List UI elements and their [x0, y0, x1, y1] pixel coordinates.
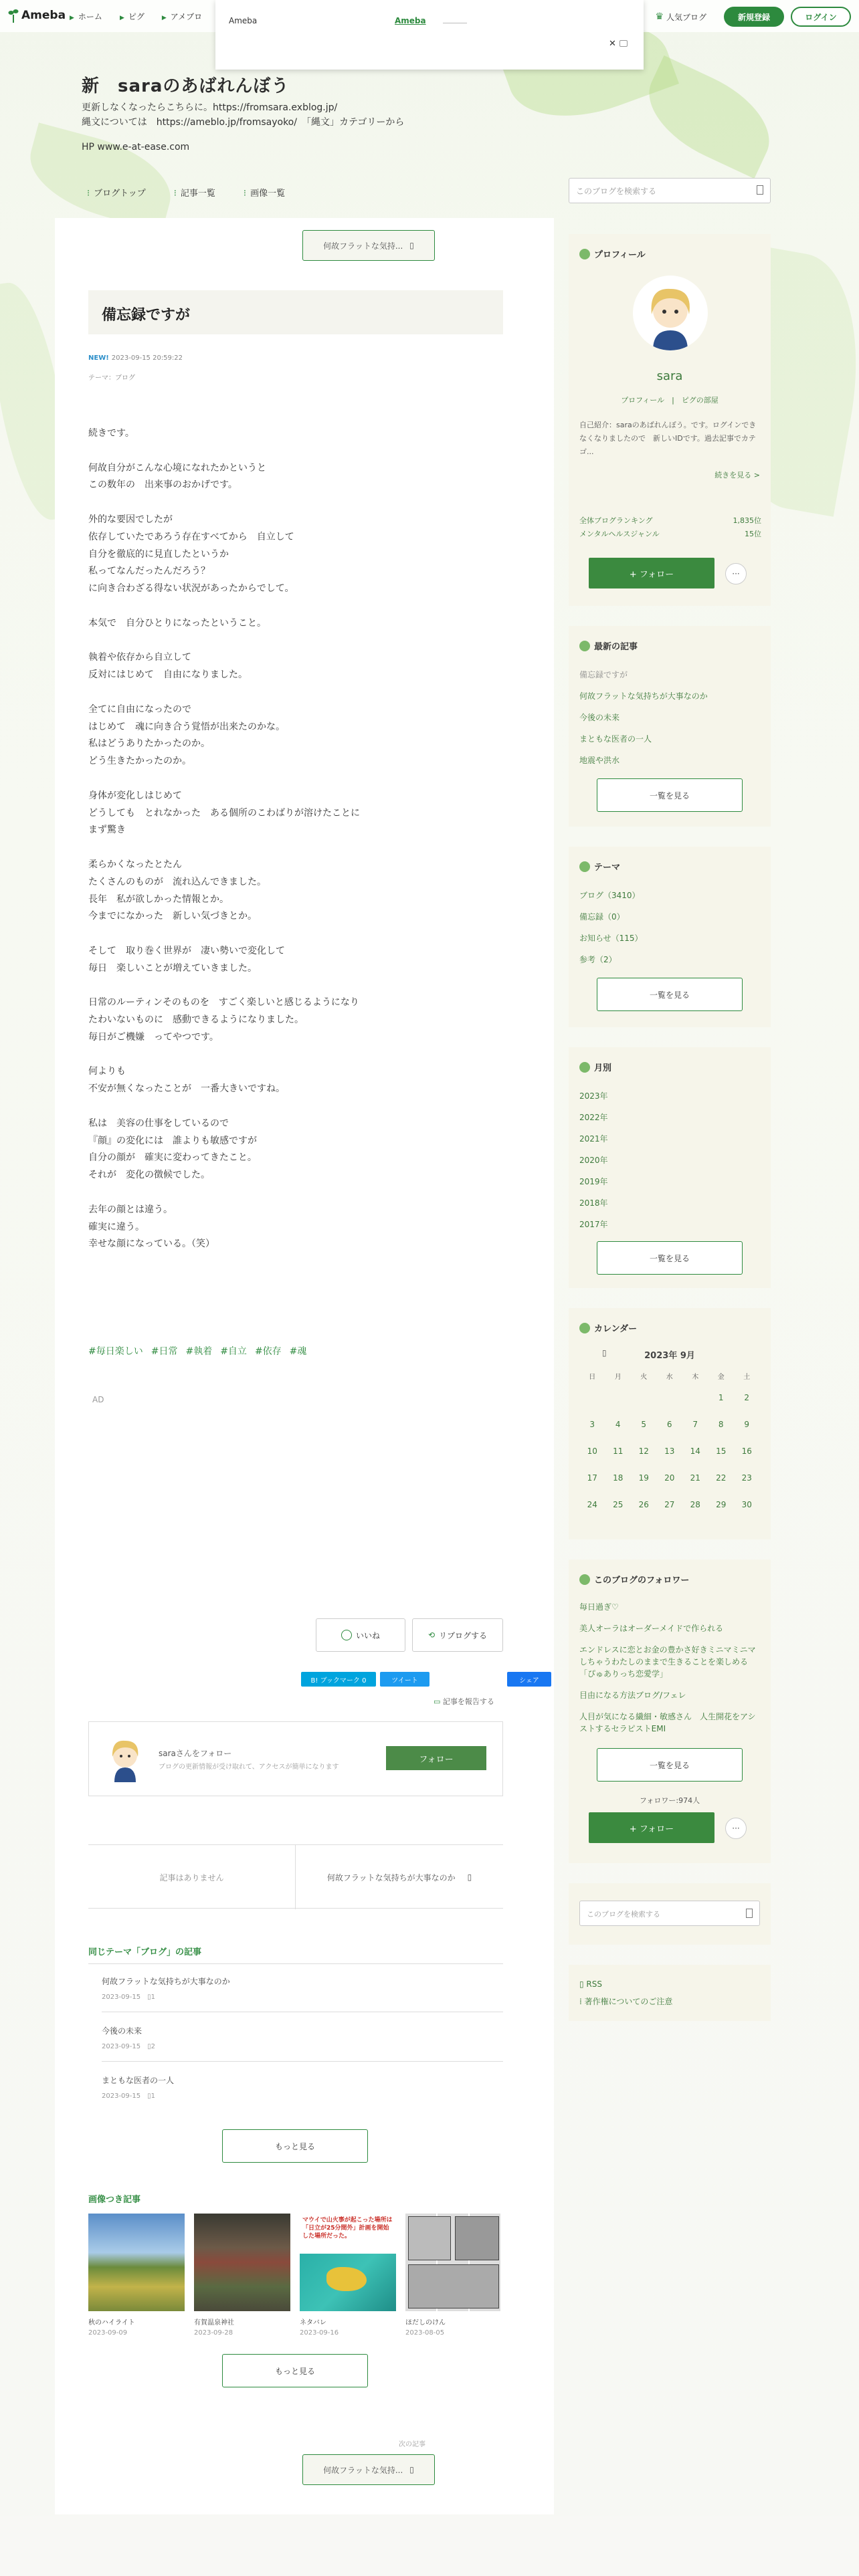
reblog-button[interactable] [412, 1618, 503, 1652]
top-nav-pig[interactable] [120, 11, 145, 22]
profile-links [569, 395, 771, 405]
more-same-theme-button[interactable]: もっと見る [222, 2129, 368, 2163]
comment-icon: ▯ [147, 1994, 151, 2001]
calendar-day[interactable]: 11 [613, 1446, 624, 1456]
popup-link[interactable]: Ameba [395, 16, 426, 25]
next-article-button-label: 何故フラットな気持... [323, 2465, 403, 2475]
image-article-title: 秋のハイライト [88, 2319, 135, 2327]
calendar-month [579, 1348, 760, 1367]
search-icon[interactable] [746, 1909, 753, 1918]
calendar-day[interactable]: 10 [587, 1446, 597, 1456]
rss-box [569, 1965, 771, 2021]
calendar-heading [579, 1321, 637, 1334]
calendar-empty [631, 1384, 657, 1411]
same-theme-meta [102, 1991, 503, 2001]
rss-icon: ▯ [579, 1979, 587, 1989]
image-article-list [88, 2214, 502, 2337]
report-label: 記事を報告する [442, 1697, 494, 1706]
theme-list-button[interactable]: 一覧を見る [597, 978, 743, 1011]
ad-popup [215, 0, 644, 70]
blog-homepage: HP www.e-at-ease.com [82, 142, 190, 152]
more-options-icon[interactable]: ··· [725, 1818, 747, 1839]
calendar-day[interactable]: 5 [641, 1420, 647, 1429]
smile-icon [341, 1630, 352, 1640]
hashtag-list [88, 1344, 306, 1358]
image-article[interactable] [405, 2214, 502, 2337]
image-article-title: 有賀温泉神社 [194, 2319, 234, 2327]
calendar-heading-label: カレンダー [594, 1324, 638, 1334]
popular-blog-link[interactable] [655, 11, 706, 23]
blog-desc-line: 更新しなくなったらこちらに。https://fromsara.exblog.jp/ [82, 102, 338, 113]
calendar-empty [682, 1384, 708, 1411]
share-row [301, 1672, 551, 1687]
menu-icon[interactable] [619, 40, 628, 47]
follower-count: フォロワー:974人 [639, 1796, 700, 1805]
hashtag[interactable]: #魂 [289, 1346, 307, 1357]
calendar-day[interactable]: 1 [718, 1393, 724, 1402]
main-column [55, 218, 554, 2514]
same-theme-title: 今後の未来 [102, 2026, 142, 2036]
calendar-day[interactable]: 26 [638, 1500, 649, 1509]
follow-button[interactable]: フォロー [386, 1746, 486, 1770]
calendar-empty [605, 1384, 632, 1411]
image-article-title: ほだしのけん [405, 2319, 446, 2327]
followers-list-button[interactable]: 一覧を見る [597, 1748, 743, 1782]
thumbnail-news-map [300, 2254, 396, 2311]
bracket-icon: ⁝ [87, 189, 90, 199]
entry-theme[interactable] [88, 372, 135, 382]
profile-heading [579, 247, 646, 260]
top-nav-ameblo[interactable] [162, 11, 202, 22]
profile-name: sara [656, 369, 683, 383]
blog-nav-label: 記事一覧 [180, 189, 215, 199]
ameba-sprout-icon [8, 8, 19, 23]
blog-nav [87, 186, 285, 199]
image-article-date: 2023-09-09 [88, 2329, 128, 2337]
thumbnail-news [300, 2214, 396, 2311]
calendar-day[interactable]: 24 [587, 1500, 597, 1509]
divider [102, 2061, 503, 2062]
theme-link[interactable]: 参考（2） [579, 955, 617, 964]
top-nav [70, 11, 202, 22]
recent-article-link[interactable]: 今後の未来 [579, 713, 620, 722]
comment-count: 1 [151, 2092, 156, 2100]
hashtag[interactable]: #依存 [254, 1346, 282, 1357]
chevron-right-icon: ▶ [119, 15, 124, 21]
calendar-day[interactable]: 16 [741, 1446, 752, 1456]
blog-nav-top[interactable] [87, 186, 146, 199]
hashtag[interactable]: #自立 [220, 1346, 247, 1357]
profile-avatar[interactable] [633, 276, 708, 350]
month-link[interactable]: 2022年 [579, 1113, 608, 1122]
leaf-icon [579, 249, 590, 259]
divider [88, 1963, 503, 1964]
crown-icon: ♛ [655, 11, 664, 22]
register-button[interactable]: 新規登録 [724, 7, 784, 27]
blog-title[interactable]: 新 saraのあばれんぼう [82, 76, 290, 96]
image-articles-heading: 画像つき記事 [88, 2195, 141, 2205]
reblog-label: リブログする [439, 1630, 488, 1640]
recent-heading [579, 639, 638, 652]
month-link[interactable]: 2023年 [579, 1091, 608, 1101]
calendar-day[interactable]: 19 [638, 1473, 649, 1483]
same-theme-date: 2023-09-15 [102, 2043, 141, 2050]
followers-heading-label: このブログのフォロワー [594, 1576, 690, 1586]
profile-heading-label: プロフィール [594, 250, 646, 260]
ranking-label: 全体ブログランキング [579, 516, 653, 525]
calendar-day[interactable]: 3 [589, 1420, 595, 1429]
next-article-label: 次の記事 [399, 2441, 425, 2448]
follower-blog-link[interactable]: エンドレスに恋とお金の豊かさ好きミニマミニマしちゃうわたしのままで生きることを楽しめる「ぴゅありっち恋愛学」 [579, 1645, 756, 1679]
calendar-day[interactable]: 9 [744, 1420, 750, 1429]
blog-description [82, 100, 404, 130]
sidebar-follow-button[interactable]: + フォロー [589, 558, 714, 588]
chevron-right-icon: ▶ [70, 15, 74, 21]
calendar-day[interactable]: 7 [692, 1420, 698, 1429]
like-button[interactable] [316, 1618, 405, 1652]
followers-heading [579, 1573, 689, 1586]
bracket-icon: ⁝ [243, 189, 247, 199]
ranking-value: 1,835位 [733, 516, 761, 525]
same-theme-title: 何故フラットな気持ちが大事なのか [102, 1977, 230, 1986]
more-options-icon[interactable]: ··· [725, 563, 747, 584]
image-article-title: ネタバレ [300, 2319, 326, 2327]
calendar-empty [579, 1384, 605, 1411]
pig-room-link[interactable]: ピグの部屋 [681, 396, 719, 405]
same-theme-title: まともな医者の一人 [102, 2076, 175, 2085]
calendar-day[interactable]: 15 [716, 1446, 727, 1456]
entry-date-text: 2023-09-15 20:59:22 [111, 354, 183, 362]
blog-search-placeholder: このブログを検索する [576, 187, 657, 196]
top-nav-label: ホーム [78, 12, 102, 21]
comment-icon: ▭ [434, 1697, 443, 1706]
profile-intro: 自己紹介：saraのあばれんぼう。です。ログインできなくなりましたので 新しいIDです。過去記事でカテゴ... [579, 421, 757, 456]
calendar-day[interactable]: 28 [690, 1500, 700, 1509]
follow-subtext: ブログの更新情報が受け取れて、アクセスが簡単になります [159, 1763, 339, 1771]
bracket-icon: ⁝ [173, 189, 177, 199]
no-prev-article: 記事はありません [88, 1845, 296, 1909]
calendar-day[interactable]: 23 [741, 1473, 752, 1483]
comment-count: 2 [151, 2043, 156, 2050]
sidebar-search-input[interactable] [579, 1901, 760, 1926]
image-article[interactable] [194, 2214, 290, 2337]
same-theme-date: 2023-09-15 [102, 2092, 141, 2100]
calendar-box [569, 1308, 771, 1539]
avatar-icon [633, 276, 708, 350]
theme-link[interactable]: ブログ（3410） [579, 891, 640, 900]
calendar-day[interactable]: 17 [587, 1473, 597, 1483]
comment-count: 1 [151, 1994, 156, 2001]
reblog-icon: ⟲ [427, 1630, 436, 1640]
same-theme-meta [102, 2090, 503, 2100]
same-theme-item[interactable] [102, 2074, 503, 2100]
thumbnail-news-map-island [326, 2267, 367, 2291]
rss-label: RSS [586, 1979, 602, 1989]
bracket-right-icon: ▯ [409, 2465, 414, 2474]
recent-articles-box [569, 626, 771, 827]
bracket-right-icon: ▯ [409, 241, 414, 250]
copyright-label: 著作権についてのご注意 [584, 1997, 673, 2006]
theme-link[interactable]: 備忘録（0） [579, 912, 625, 922]
entry-body: 続きです。 何故自分がこんな心境になれたかというと この数年の 出来事のおかげです。 外的な要因でしたが 依存していたであろう存在すべてから 自立して 自分を徹底的に見直したというか 私ってなんだったんだろう？ に向き合わざる得ない状況があったからでして。 本気で 自分ひとりになったということ。 執着や依存から自立して 反対にはじめて 自由になりました。 全てに自由になったので はじめて 魂に向き合う覚悟が出来たのかな。 私はどうありたかったのか。 どう生きたかったのか。 身体が変化しはじめて どうしても とれなかった ある個所のこわばりが溶けたことに まず驚き 柔らかくなったとたん たくさんのものが 流れ込んできました。 長年 私が欲しかった情報とか。 今までになかった 新しい気づきとか。 そして 取り巻く世界が 凄い勢いで変化して 毎日 楽しいことが増えていきました。 日常のルーティンそのものを すごく楽しいと感じるようになり たわいないものに 感動できるようになりました。 毎日がご機嫌 ってやつです。 何よりも 不安が無くなったことが 一番大きいですね。 私は 美容の仕事をしているので 『顔』の変化には 誰よりも敏感ですが 自分の顔が 確実に変わってきたこと。 それが 変化の徴候でした。 去年の顔とは違う。 確実に違う。 幸せな顔になっている。（笑） [88, 428, 360, 1250]
comment-icon: ▯ [147, 2092, 151, 2100]
followers-box [569, 1560, 771, 1863]
theme-heading [579, 860, 620, 873]
month-link[interactable]: 2021年 [579, 1134, 608, 1144]
theme-link[interactable]: お知らせ（115） [579, 934, 643, 943]
thumbnail-shrine [194, 2214, 290, 2311]
tweet-button[interactable]: ツイート [380, 1672, 430, 1687]
next-article-button[interactable] [302, 2454, 435, 2485]
page-footer [0, 2516, 859, 2576]
next-article-link[interactable] [296, 1845, 503, 1909]
recent-article-current: 備忘録ですが [579, 670, 628, 679]
follow-name: saraさんをフォロー [159, 1749, 232, 1758]
thumbnail-landscape [88, 2214, 185, 2311]
blog-nav-label: ブログトップ [94, 189, 146, 199]
calendar-day[interactable]: 4 [615, 1420, 621, 1429]
thumbnail-manga-panel [408, 2264, 499, 2309]
calendar-day[interactable]: 25 [613, 1500, 624, 1509]
ad-label: AD [92, 1395, 104, 1404]
follower-blog-link[interactable]: 人目が気になる繊細・敏感さん 人生開花をアシストするセラピストEMI [579, 1712, 756, 1733]
thumbnail-manga-panel [455, 2216, 499, 2260]
popular-blog-label: 人気ブログ [666, 12, 706, 22]
month-link[interactable]: 2018年 [579, 1198, 608, 1208]
same-theme-date: 2023-09-15 [102, 1994, 141, 2001]
weekday-label: 日 [589, 1373, 596, 1381]
ranking-all[interactable] [579, 515, 761, 526]
popup-label: Ameba [229, 16, 258, 25]
calendar-day[interactable]: 13 [664, 1446, 675, 1456]
bracket-right-icon: ▯ [467, 1872, 472, 1882]
calendar-day[interactable]: 21 [690, 1473, 700, 1483]
monthly-list-button[interactable]: 一覧を見る [597, 1241, 743, 1275]
recent-article-link[interactable]: まともな医者の一人 [579, 734, 652, 744]
calendar-prev-icon[interactable]: ▯ [602, 1348, 607, 1358]
next-article-title: 何故フラットな気持ちが大事なのか [326, 1872, 456, 1883]
calendar-grid [579, 1367, 760, 1518]
same-theme-heading: 同じテーマ「ブログ」の記事 [88, 1947, 202, 1957]
weekday-label: 木 [692, 1373, 699, 1381]
hashtag[interactable]: #毎日楽しい [88, 1346, 143, 1357]
new-badge: NEW! [88, 354, 109, 362]
weekday-label: 金 [717, 1373, 725, 1381]
follower-blog-link[interactable]: 目由になる方法ブログ/フェレ [579, 1691, 686, 1700]
blog-search-input[interactable] [569, 178, 771, 203]
calendar-day[interactable]: 8 [718, 1420, 724, 1429]
hatena-bookmark-button[interactable]: B! ブックマーク 0 [301, 1672, 376, 1687]
copyright-icon: ⁞ [579, 1997, 585, 2006]
same-theme-item[interactable] [102, 1975, 503, 2001]
leaf-icon [579, 1323, 590, 1333]
blog-nav-images[interactable] [244, 186, 285, 199]
comment-icon: ▯ [147, 2043, 151, 2050]
calendar-day[interactable]: 14 [690, 1446, 700, 1456]
month-link[interactable]: 2019年 [579, 1177, 608, 1186]
thumbnail-manga [405, 2214, 502, 2311]
ranking-label: メンタルヘルスジャンル [579, 530, 660, 538]
ameba-logo[interactable] [8, 8, 66, 23]
thumbnail-manga-panel [408, 2216, 451, 2260]
prev-article-button[interactable] [302, 230, 435, 261]
monthly-box [569, 1047, 771, 1288]
blog-desc-line: 縄文については https://ameblo.jp/fromsayoko/ 「縄文」カテゴリーから [82, 117, 405, 128]
recent-heading-label: 最新の記事 [594, 642, 638, 652]
calendar-day[interactable]: 22 [716, 1473, 727, 1483]
image-article-date: 2023-09-28 [194, 2329, 233, 2337]
image-article[interactable] [88, 2214, 185, 2337]
follower-blog-link[interactable]: 毎日過ぎ♡ [579, 1602, 619, 1612]
more-image-articles-button[interactable]: もっと見る [222, 2354, 368, 2387]
entry-title-box [88, 290, 503, 334]
avatar [105, 1735, 145, 1782]
month-link[interactable]: 2020年 [579, 1156, 608, 1165]
sidebar-follow-button-2[interactable]: + フォロー [589, 1812, 714, 1843]
read-more-link[interactable]: 続きを見る > [714, 471, 760, 479]
search-icon[interactable] [757, 185, 763, 195]
theme-heading-label: テーマ [594, 863, 621, 873]
leaf-icon [579, 1062, 590, 1073]
recent-article-link[interactable]: 地震や洪水 [579, 756, 620, 765]
hashtag[interactable]: #執着 [185, 1346, 213, 1357]
entry-title[interactable]: 備忘録ですが [102, 307, 191, 324]
copyright-link[interactable] [579, 1996, 672, 2007]
calendar-day[interactable]: 12 [638, 1446, 649, 1456]
prev-article-label: 何故フラットな気持... [323, 241, 403, 251]
calendar-day[interactable]: 29 [716, 1500, 727, 1509]
report-link[interactable] [434, 1696, 494, 1707]
top-nav-label: アメブロ [170, 12, 203, 21]
rss-link[interactable] [579, 1979, 602, 1989]
image-article-date: 2023-08-05 [405, 2329, 445, 2337]
same-theme-meta [102, 2040, 503, 2050]
calendar-day[interactable]: 2 [744, 1393, 750, 1402]
top-nav-label: ピグ [128, 12, 145, 21]
like-label: いいね [355, 1630, 380, 1640]
recent-article-link[interactable]: 何故フラットな気持ちが大事なのか [579, 691, 708, 701]
follower-blog-link[interactable]: 美人オーラはオーダーメイドで作られる [579, 1624, 724, 1633]
header-actions [655, 7, 851, 27]
close-icon[interactable]: ✕ [609, 39, 616, 49]
weekday-label: 土 [743, 1373, 751, 1381]
sidebar-search-placeholder: このブログを検索する [587, 1910, 660, 1919]
monthly-heading [579, 1061, 611, 1073]
login-button[interactable]: ログイン [791, 7, 851, 27]
thumbnail-news-text: マウイで山火事が起こった場所は「日立が25分間外」計画を開始した場所だった。 [302, 2217, 393, 2240]
profile-box [569, 234, 771, 606]
calendar-day[interactable]: 20 [664, 1473, 675, 1483]
chevron-right-icon: ▶ [161, 15, 167, 21]
theme-box [569, 847, 771, 1027]
entry-theme-label: テーマ：ブログ [88, 374, 135, 382]
calendar-day[interactable]: 6 [666, 1420, 672, 1429]
weekday-label: 火 [640, 1373, 648, 1381]
image-article-date: 2023-09-16 [300, 2329, 339, 2337]
facebook-share-button[interactable]: シェア [507, 1672, 551, 1687]
hashtag[interactable]: #日常 [151, 1346, 178, 1357]
weekday-label: 水 [666, 1373, 673, 1381]
entry-date [88, 354, 183, 362]
leaf-icon [579, 1574, 590, 1585]
blog-nav-label: 画像一覧 [250, 189, 286, 199]
same-theme-item[interactable] [102, 2025, 503, 2050]
ameba-logo-text: Ameba [21, 9, 66, 22]
separator: | [664, 396, 682, 405]
calendar-day[interactable]: 27 [664, 1500, 675, 1509]
ranking-genre[interactable] [579, 528, 761, 539]
ranking-value: 15位 [745, 530, 761, 538]
leaf-icon [579, 641, 590, 651]
weekday-label: 月 [614, 1373, 622, 1381]
prev-next-nav [88, 1844, 503, 1909]
calendar [579, 1348, 760, 1518]
leaf-icon [579, 861, 590, 872]
calendar-empty [657, 1384, 683, 1411]
calendar-title: 2023年 9月 [644, 1351, 695, 1361]
profile-link[interactable]: プロフィール [621, 396, 665, 405]
recent-list-button[interactable]: 一覧を見る [597, 778, 743, 812]
blog-nav-articles[interactable] [174, 186, 215, 199]
calendar-day[interactable]: 18 [613, 1473, 624, 1483]
calendar-day[interactable]: 30 [741, 1500, 752, 1509]
image-article[interactable] [300, 2214, 396, 2337]
monthly-heading-label: 月別 [594, 1063, 612, 1073]
month-link[interactable]: 2017年 [579, 1220, 608, 1229]
top-nav-home[interactable] [70, 11, 102, 22]
follow-box [88, 1721, 503, 1796]
